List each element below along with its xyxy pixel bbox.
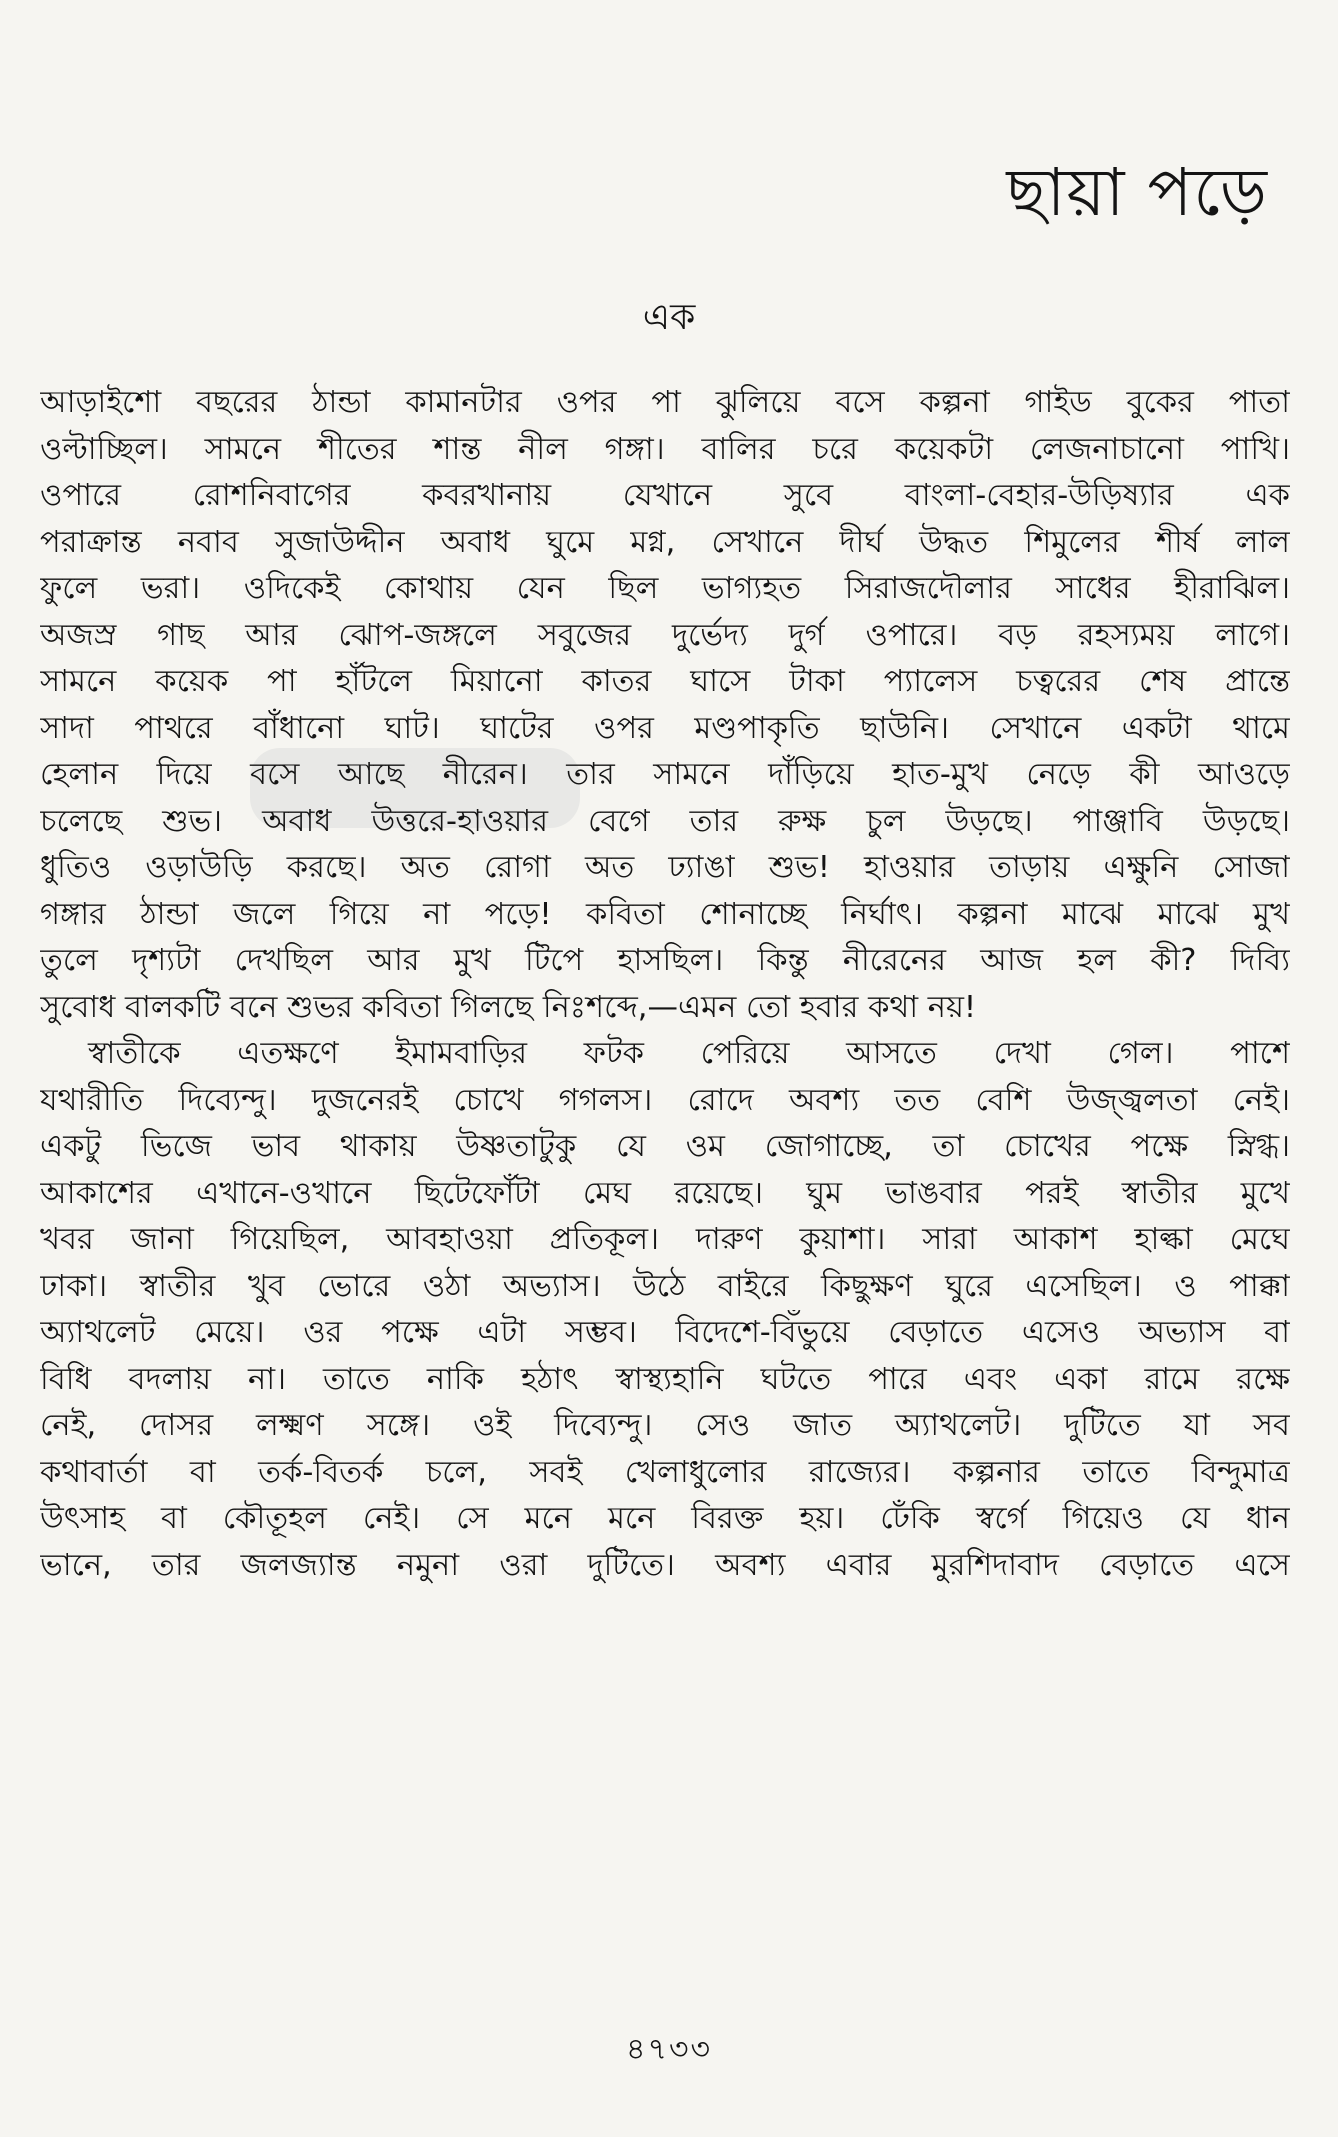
text-line: কথাবার্তা বা তর্ক-বিতর্ক চলে, সবই খেলাধুলোর রাজ্যের। কল্পনার তাতে বিন্দুমাত্র (40, 1454, 1290, 1490)
text-line: একটু ভিজে ভাব থাকায় উষ্ণতাটুকু যে ওম জোগাচ্ছে, তা চোখের পক্ষে স্নিগ্ধ। (40, 1129, 1290, 1164)
text-line: অজস্র গাছ আর ঝোপ-জঙ্গলে সবুজের দুর্ভেদ্য দুর্গ ওপারে। বড় রহস্যময় লাগে। (40, 617, 1290, 653)
text-line: পরাক্রান্ত নবাব সুজাউদ্দীন অবাধ ঘুমে মগ্ন, সেখানে দীর্ঘ উদ্ধত শিমুলের শীর্ষ লাল (40, 524, 1290, 560)
text-line: অ্যাথলেট মেয়ে। ওর পক্ষে এটা সম্ভব। বিদেশে-বিঁভুয়ে বেড়াতে এসেও অভ্যাস বা (40, 1315, 1290, 1350)
text-line: খবর জানা গিয়েছিল, আবহাওয়া প্রতিকূল। দারুণ কুয়াশা। সারা আকাশ হাল্কা মেঘে (40, 1222, 1290, 1257)
text-line: ফুলে ভরা। ওদিকেই কোথায় যেন ছিল ভাগ্যহত সিরাজদৌলার সাধের হীরাঝিল। (40, 571, 1290, 606)
text-line: উৎসাহ বা কৌতূহল নেই। সে মনে মনে বিরক্ত হয়। ঢেঁকি স্বর্গে গিয়েও যে ধান (40, 1501, 1290, 1536)
text-line: ঢাকা। স্বাতীর খুব ভোরে ওঠা অভ্যাস। উঠে বাইরে কিছুক্ষণ ঘুরে এসেছিল। ও পাক্কা (40, 1268, 1290, 1304)
text-line: গঙ্গার ঠান্ডা জলে গিয়ে না পড়ে! কবিতা শোনাচ্ছে নির্ঘাৎ। কল্পনা মাঝে মাঝে মুখ (40, 896, 1290, 932)
text-line: বিধি বদলায় না। তাতে নাকি হঠাৎ স্বাস্থ্যহানি ঘটতে পারে এবং একা রামে রক্ষে (40, 1361, 1290, 1397)
text-line: সামনে কয়েক পা হাঁটলে মিয়ানো কাতর ঘাসে টাকা প্যালেস চত্বরের শেষ প্রান্তে (40, 664, 1290, 699)
text-line: সুবোধ বালকটি বনে শুভর কবিতা গিলছে নিঃশব্দে,—এমন তো হবার কথা নয়! (40, 989, 977, 1025)
section-heading: এক (642, 297, 696, 338)
text-line: আড়াইশো বছরের ঠান্ডা কামানটার ওপর পা ঝুলিয়ে বসে কল্পনা গাইড বুকের পাতা (40, 385, 1290, 420)
text-line: তুলে দৃশ্যটা দেখছিল আর মুখ টিপে হাসছিল। কিন্তু নীরেনের আজ হল কী? দিব্যি (40, 943, 1290, 978)
chapter-title: ছায়া পড়ে (1006, 154, 1268, 231)
text-line: ভানে, তার জলজ্যান্ত নমুনা ওরা দুটিতে। অবশ্য এবার মুরশিদাবাদ বেড়াতে এসে (40, 1547, 1290, 1583)
body-text (40, 380, 1290, 1589)
text-line: স্বাতীকে এতক্ষণে ইমামবাড়ির ফটক পেরিয়ে আসতে দেখা গেল। পাশে (88, 1036, 1290, 1071)
text-line: আকাশের এখানে-ওখানে ছিটেফোঁটা মেঘ রয়েছে। ঘুম ভাঙবার পরই স্বাতীর মুখে (40, 1175, 1290, 1211)
text-line: যথারীতি দিব্যেন্দু। দুজনেরই চোখে গগলস। রোদে অবশ্য তত বেশি উজ্জ্বলতা নেই। (40, 1082, 1290, 1118)
text-line: ওপারে রোশনিবাগের কবরখানায় যেখানে সুবে বাংলা-বেহার-উড়িষ্যার এক (40, 478, 1290, 513)
text-line: ধুতিও ওড়াউড়ি করছে। অত রোগা অত ঢ্যাঙা শুভ! হাওয়ার তাড়ায় এক্ষুনি সোজা (40, 850, 1290, 885)
text-line: ওল্টাচ্ছিল। সামনে শীতের শান্ত নীল গঙ্গা। বালির চরে কয়েকটা লেজনাচানো পাখি। (40, 431, 1290, 467)
text-line: সাদা পাথরে বাঁধানো ঘাট। ঘাটের ওপর মণ্ডপাকৃতি ছাউনি। সেখানে একটা থামে (40, 710, 1290, 746)
page-number: ৪৭৩৩ (626, 2032, 712, 2067)
text-line: চলেছে শুভ। অবাধ উত্তরে-হাওয়ার বেগে তার রুক্ষ চুল উড়ছে। পাঞ্জাবি উড়ছে। (40, 803, 1290, 839)
text-line: নেই, দোসর লক্ষ্মণ সঙ্গে। ওই দিব্যেন্দু। সেও জাত অ্যাথলেট। দুটিতে যা সব (40, 1408, 1290, 1443)
text-line: হেলান দিয়ে বসে আছে নীরেন। তার সামনে দাঁড়িয়ে হাত-মুখ নেড়ে কী আওড়ে (40, 757, 1290, 792)
